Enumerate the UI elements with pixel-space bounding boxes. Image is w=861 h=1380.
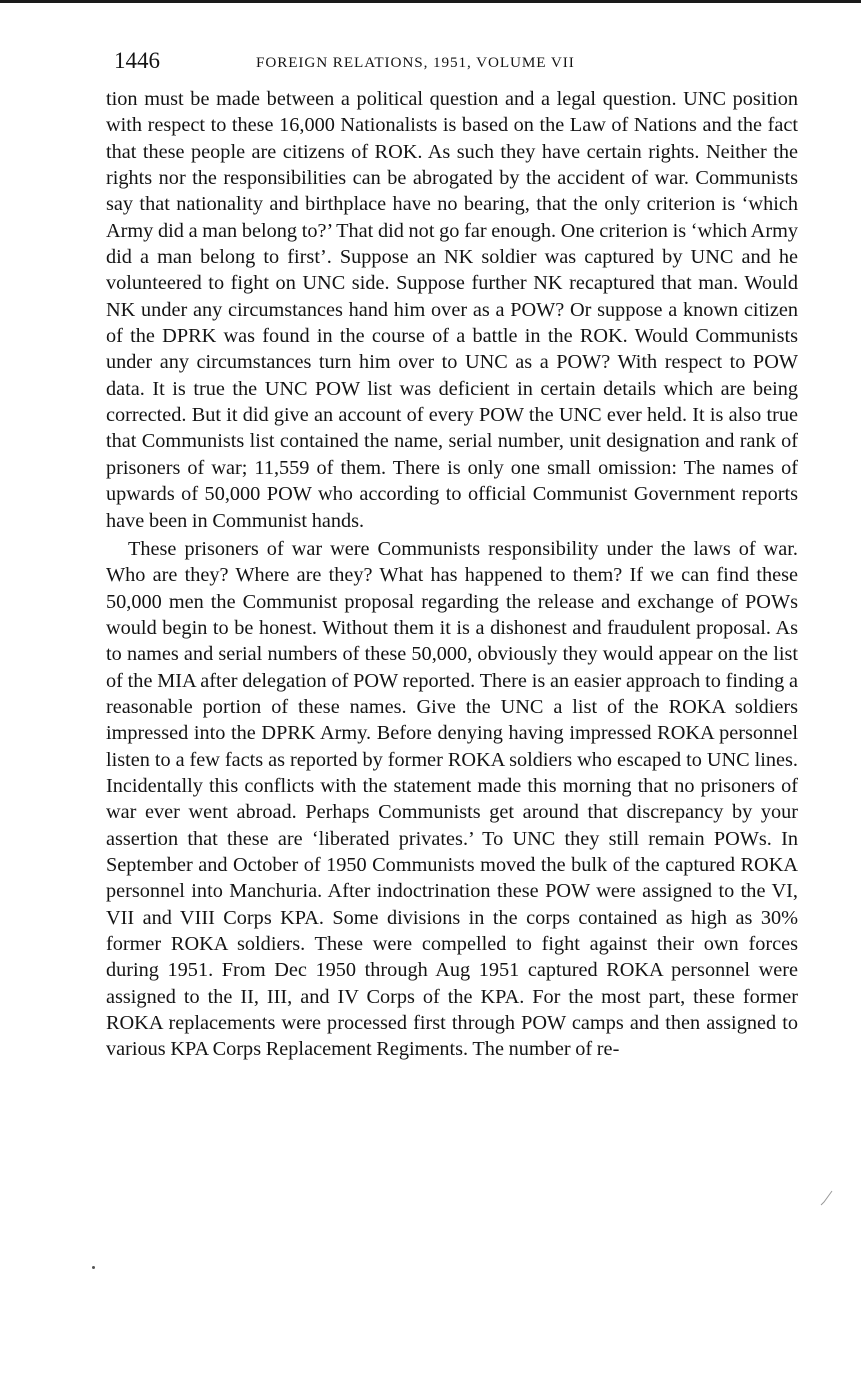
paragraph: These prisoners of war were Communists responsibility under the laws of war. Who are they? Where are they? What has happened to them? If we can find these 50,000 men the Communist proposal regarding the release and exchange of POWs would begin to be honest. Without them it is a dishonest and fraudulent proposal. As to names and serial numbers of these 50,000, obviously they would appear on the list of the MIA after delegation of POW reported. There is an easier approach to finding a reasonable portion of these names. Give the UNC a list of the ROKA soldiers impressed into the DPRK Army. Before denying having impressed ROKA personnel listen to a few facts as reported by former ROKA soldiers who escaped to UNC lines. Incidentally this conflicts with the statement made this morning that no prisoners of war ever went abroad. Perhaps Communists get around that discrepancy by your assertion that these are ‘liberated privates.’ To UNC they still remain POWs. In September and October of 1950 Communists moved the bulk of the captured ROKA personnel into Manchuria. After indoctrination these POW were assigned to the VI, VII and VIII Corps KPA. Some divisions in the corps contained as high as 30% former ROKA soldiers. These were compelled to fight against their own forces during 1951. From Dec 1950 through Aug 1951 captured ROKA personnel were assigned to the II, III, and IV Corps of the KPA. For the most part, these former ROKA replacements were processed first through POW camps and then assigned to various KPA Corps Replacement Regiments. The number of re- — [106, 537, 798, 1061]
body-text — [106, 86, 798, 1063]
page-number: 1446 — [114, 48, 160, 73]
margin-pencil-mark — [820, 1190, 834, 1206]
document-page — [106, 42, 798, 1063]
paragraph-continued: tion must be made between a political question and a legal question. UNC position with respect to these 16,000 Nationalists is based on the Law of Nations and the fact that these people are citizens of ROK. As such they have certain rights. Neither the rights nor the responsibilities can be abrogated by the accident of war. Communists say that nationality and birthplace have no bearing, that the only criterion is ‘which Army did a man belong to?’ That did not go far enough. One criterion is ‘which Army did a man belong to first’. Suppose an NK soldier was captured by UNC and he volunteered to fight on UNC side. Suppose further NK recaptured that man. Would NK under any circumstances hand him over as a POW? Or suppose a known citizen of the DPRK was found in the course of a battle in the ROK. Would Communists under any circumstances turn him over to UNC as a POW? With respect to POW data. It is true the UNC POW list was deficient in certain details which are being corrected. But it did give an account of every POW the UNC ever held. It is also true that Communists list contained the name, serial number, unit designation and rank of prisoners of war; 11,559 of them. There is only one small omission: The names of upwards of 50,000 POW who according to official Communist Government reports have been in Communist hands. — [106, 88, 798, 532]
page-top-border — [0, 0, 861, 3]
scan-speck — [92, 1266, 95, 1269]
running-header — [106, 42, 798, 86]
running-title: FOREIGN RELATIONS, 1951, VOLUME VII — [256, 54, 575, 71]
